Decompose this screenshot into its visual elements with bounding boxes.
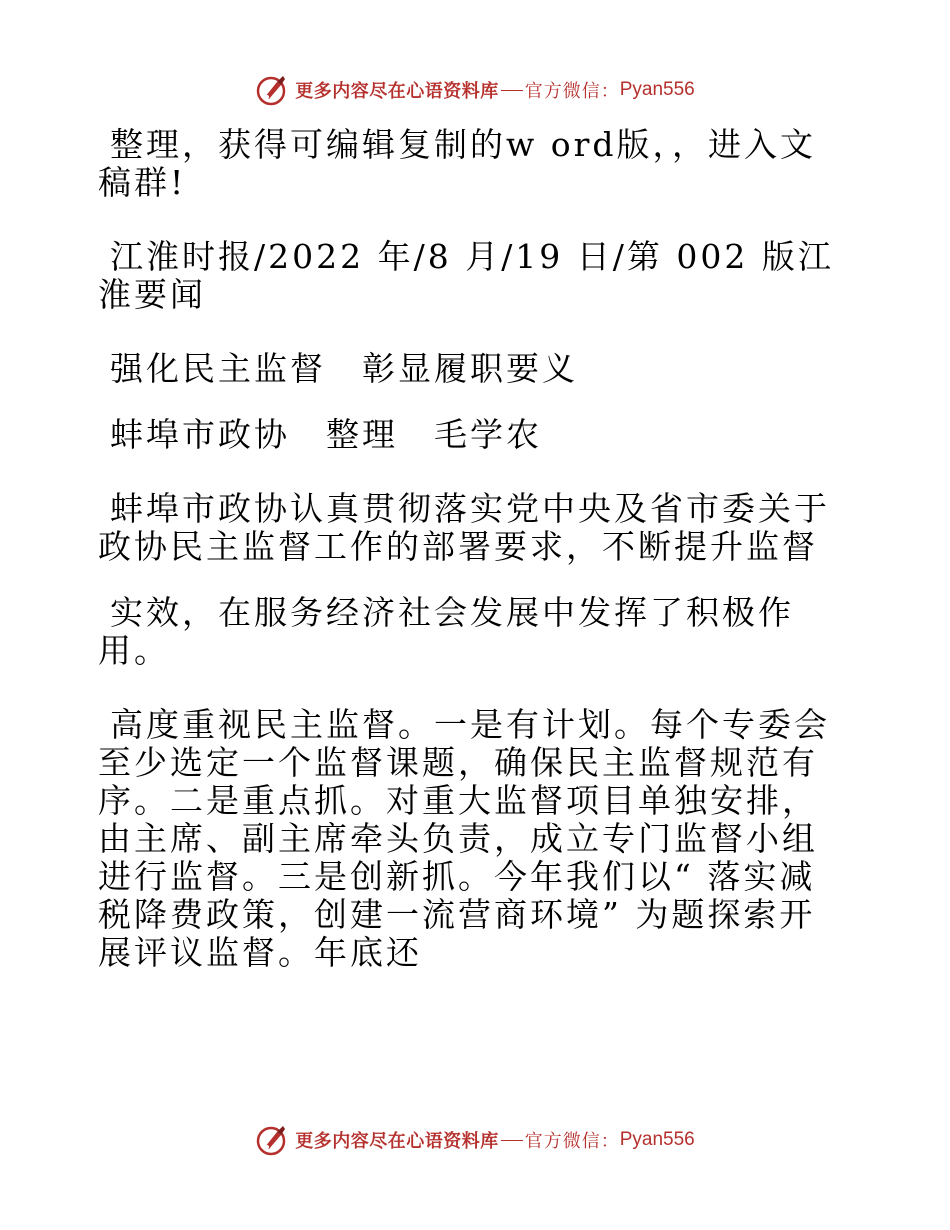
body-paragraph: 高度重视民主监督。一是有计划。每个专委会至少选定一个监督课题，确保民主监督规范有序。二是重点抓。对重大监督项目单独安排，由主席、副主席牵头负责，成立专门监督小组进行监督。三是创新抓。今年我们以“ 落实减税降费政策，创建一流营商环境” 为题探索开展评议监督。年底还 bbox=[98, 705, 830, 972]
banner-dash bbox=[501, 90, 523, 91]
pen-logo-icon bbox=[255, 1123, 289, 1157]
banner-wechat-label: 官方微信： bbox=[524, 81, 620, 102]
banner-wechat-id: Pyan556 bbox=[619, 1129, 695, 1150]
banner-main-text: 更多内容尽在心语资料库 bbox=[295, 1131, 499, 1152]
body-paragraph: 蚌埠市政协认真贯彻落实党中央及省市委关于政协民主监督工作的部署要求，不断提升监督 bbox=[98, 489, 830, 566]
footer-banner bbox=[0, 1120, 950, 1160]
intro-paragraph: 整理，获得可编辑复制的w ord版，，进入文稿群! bbox=[98, 125, 817, 202]
article-byline: 蚌埠市政协 整理 毛学农 bbox=[110, 415, 542, 454]
source-line: 江淮时报/2022 年/8 月/19 日/第 002 版江淮要闻 bbox=[98, 237, 834, 314]
banner-dash bbox=[501, 1140, 523, 1141]
article-title: 强化民主监督 彰显履职要义 bbox=[110, 349, 578, 388]
banner-wechat-label: 官方微信： bbox=[524, 1131, 620, 1152]
body-paragraph: 实效，在服务经济社会发展中发挥了积极作用。 bbox=[98, 593, 794, 670]
banner-wechat-id: Pyan556 bbox=[619, 79, 695, 100]
header-banner bbox=[0, 70, 950, 110]
pen-logo-icon bbox=[255, 73, 289, 107]
banner-main-text: 更多内容尽在心语资料库 bbox=[295, 81, 499, 102]
document-body bbox=[98, 126, 850, 1008]
